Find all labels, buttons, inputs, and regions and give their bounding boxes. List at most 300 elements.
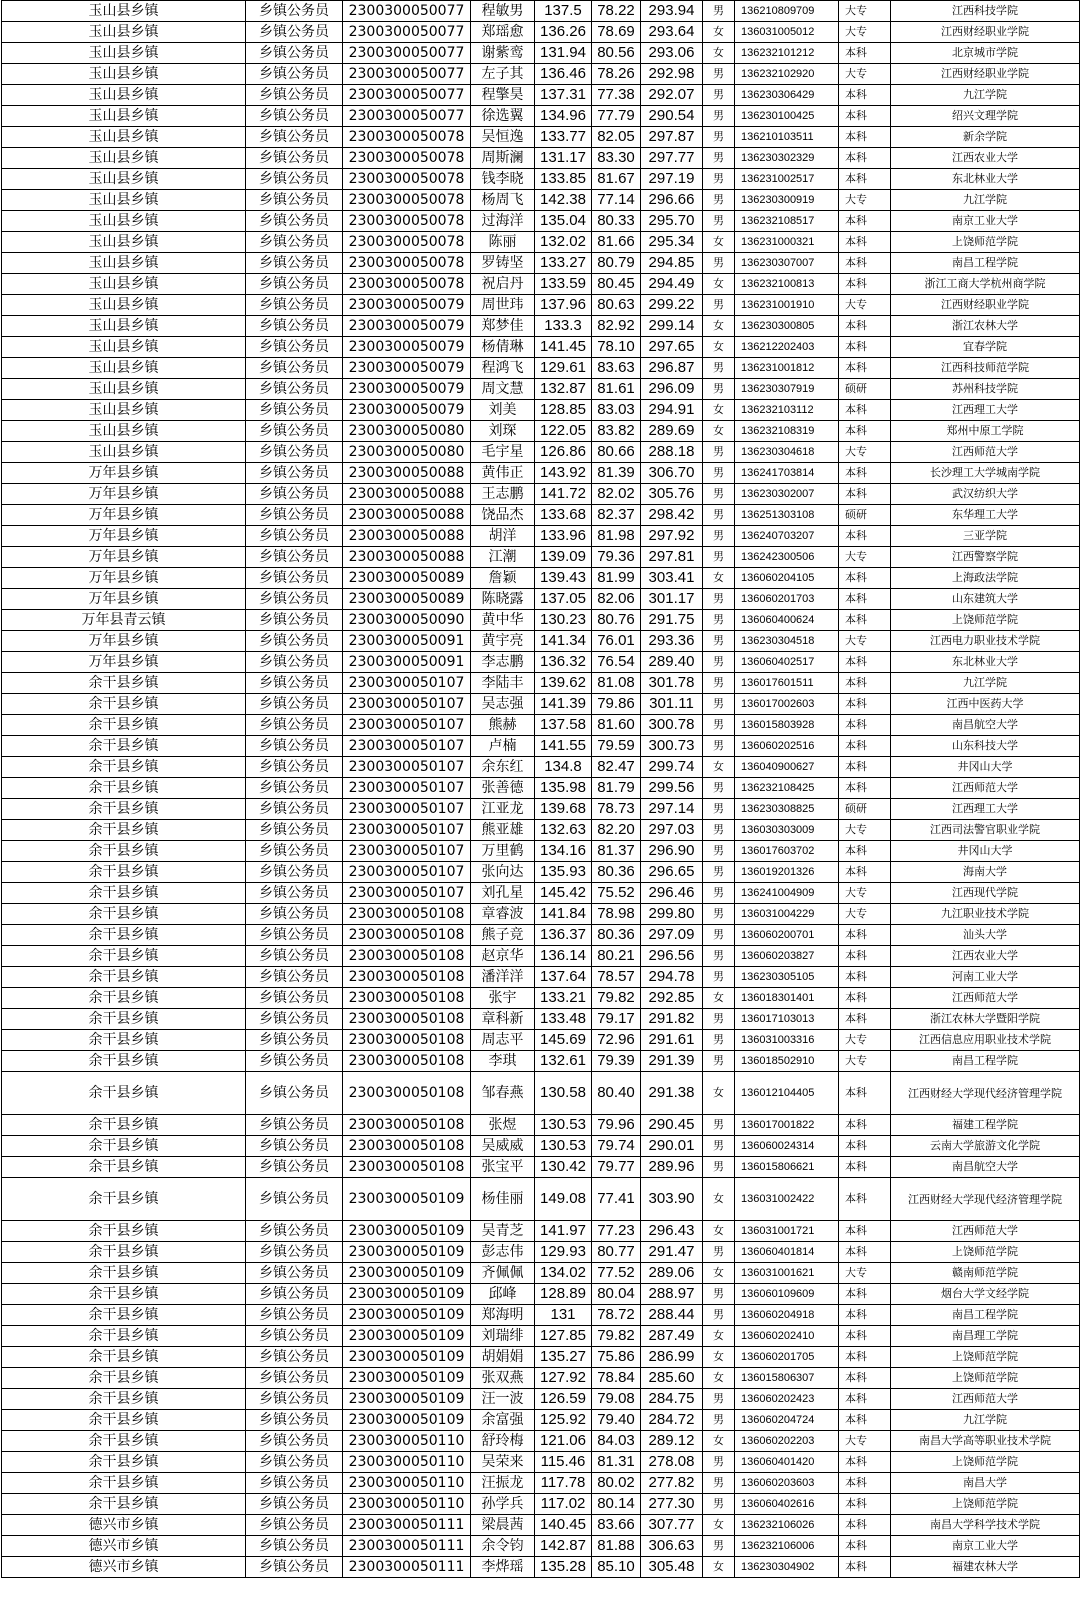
education-cell: 本科 [839, 1178, 891, 1221]
position-cell: 乡镇公务员 [246, 1136, 343, 1157]
total-score-cell: 307.77 [641, 1515, 703, 1536]
written-score-cell: 125.92 [535, 1410, 592, 1431]
exam-id-cell: 136019201326 [735, 862, 839, 883]
name-cell: 周斯澜 [471, 148, 535, 169]
gender-cell: 男 [703, 1, 735, 22]
name-cell: 余富强 [471, 1410, 535, 1431]
position-code-cell: 2300300050079 [343, 337, 471, 358]
gender-cell: 男 [703, 358, 735, 379]
unit-cell: 余干县乡镇 [2, 1009, 246, 1030]
school-cell: 南昌工程学院 [891, 253, 1080, 274]
gender-cell: 男 [703, 610, 735, 631]
name-cell: 谢紫鸾 [471, 43, 535, 64]
position-code-cell: 2300300050108 [343, 1072, 471, 1115]
unit-cell: 万年县乡镇 [2, 589, 246, 610]
unit-cell: 玉山县乡镇 [2, 22, 246, 43]
interview-score-cell: 75.52 [592, 883, 641, 904]
unit-cell: 万年县乡镇 [2, 631, 246, 652]
written-score-cell: 139.43 [535, 568, 592, 589]
gender-cell: 男 [703, 1473, 735, 1494]
position-code-cell: 2300300050109 [343, 1178, 471, 1221]
position-cell: 乡镇公务员 [246, 715, 343, 736]
unit-cell: 余干县乡镇 [2, 862, 246, 883]
table-row [2, 316, 1080, 337]
position-code-cell: 2300300050077 [343, 22, 471, 43]
education-cell: 大专 [839, 820, 891, 841]
unit-cell: 余干县乡镇 [2, 736, 246, 757]
table-row [2, 463, 1080, 484]
position-cell: 乡镇公务员 [246, 358, 343, 379]
gender-cell: 男 [703, 694, 735, 715]
unit-cell: 万年县乡镇 [2, 505, 246, 526]
name-cell: 郑梦佳 [471, 316, 535, 337]
position-cell: 乡镇公务员 [246, 1305, 343, 1326]
total-score-cell: 305.48 [641, 1557, 703, 1578]
results-table [1, 0, 1080, 1578]
interview-score-cell: 81.99 [592, 568, 641, 589]
school-cell: 江西理工大学 [891, 799, 1080, 820]
exam-id-cell: 136030303009 [735, 820, 839, 841]
total-score-cell: 294.85 [641, 253, 703, 274]
total-score-cell: 297.81 [641, 547, 703, 568]
education-cell: 大专 [839, 22, 891, 43]
position-code-cell: 2300300050079 [343, 316, 471, 337]
total-score-cell: 299.22 [641, 295, 703, 316]
school-cell: 东北林业大学 [891, 169, 1080, 190]
position-cell: 乡镇公务员 [246, 1051, 343, 1072]
gender-cell: 男 [703, 106, 735, 127]
interview-score-cell: 79.40 [592, 1410, 641, 1431]
written-score-cell: 141.84 [535, 904, 592, 925]
interview-score-cell: 79.86 [592, 694, 641, 715]
name-cell: 吴恒逸 [471, 127, 535, 148]
written-score-cell: 136.14 [535, 946, 592, 967]
unit-cell: 余干县乡镇 [2, 946, 246, 967]
position-cell: 乡镇公务员 [246, 1494, 343, 1515]
interview-score-cell: 82.02 [592, 484, 641, 505]
total-score-cell: 297.65 [641, 337, 703, 358]
exam-id-cell: 136232102920 [735, 64, 839, 85]
written-score-cell: 149.08 [535, 1178, 592, 1221]
interview-score-cell: 81.60 [592, 715, 641, 736]
position-code-cell: 2300300050111 [343, 1515, 471, 1536]
gender-cell: 男 [703, 967, 735, 988]
position-cell: 乡镇公务员 [246, 652, 343, 673]
education-cell: 本科 [839, 862, 891, 883]
school-cell: 江西电力职业技术学院 [891, 631, 1080, 652]
table-row [2, 925, 1080, 946]
school-cell: 井冈山大学 [891, 757, 1080, 778]
exam-id-cell: 136031001621 [735, 1263, 839, 1284]
exam-id-cell: 136017601511 [735, 673, 839, 694]
education-cell: 本科 [839, 694, 891, 715]
gender-cell: 男 [703, 505, 735, 526]
total-score-cell: 297.92 [641, 526, 703, 547]
total-score-cell: 301.78 [641, 673, 703, 694]
written-score-cell: 128.89 [535, 1284, 592, 1305]
position-code-cell: 2300300050111 [343, 1557, 471, 1578]
position-code-cell: 2300300050109 [343, 1221, 471, 1242]
position-code-cell: 2300300050077 [343, 1, 471, 22]
total-score-cell: 294.49 [641, 274, 703, 295]
education-cell: 本科 [839, 1368, 891, 1389]
position-code-cell: 2300300050107 [343, 862, 471, 883]
written-score-cell: 133.48 [535, 1009, 592, 1030]
unit-cell: 余干县乡镇 [2, 1473, 246, 1494]
table-row [2, 169, 1080, 190]
position-code-cell: 2300300050107 [343, 715, 471, 736]
exam-id-cell: 136012104405 [735, 1072, 839, 1115]
exam-id-cell: 136230300919 [735, 190, 839, 211]
written-score-cell: 134.02 [535, 1263, 592, 1284]
position-code-cell: 2300300050080 [343, 442, 471, 463]
education-cell: 大专 [839, 904, 891, 925]
exam-id-cell: 136230302007 [735, 484, 839, 505]
school-cell: 江西现代学院 [891, 883, 1080, 904]
name-cell: 张向达 [471, 862, 535, 883]
interview-score-cell: 83.03 [592, 400, 641, 421]
table-row [2, 862, 1080, 883]
interview-score-cell: 81.79 [592, 778, 641, 799]
gender-cell: 男 [703, 946, 735, 967]
gender-cell: 女 [703, 988, 735, 1009]
table-row [2, 421, 1080, 442]
education-cell: 本科 [839, 1410, 891, 1431]
school-cell: 九江学院 [891, 190, 1080, 211]
name-cell: 刘孔星 [471, 883, 535, 904]
written-score-cell: 121.06 [535, 1431, 592, 1452]
education-cell: 本科 [839, 85, 891, 106]
name-cell: 邹春燕 [471, 1072, 535, 1115]
table-row [2, 946, 1080, 967]
table-row [2, 484, 1080, 505]
position-code-cell: 2300300050090 [343, 610, 471, 631]
name-cell: 熊子竞 [471, 925, 535, 946]
gender-cell: 女 [703, 1347, 735, 1368]
table-row [2, 232, 1080, 253]
total-score-cell: 294.91 [641, 400, 703, 421]
unit-cell: 玉山县乡镇 [2, 295, 246, 316]
table-row [2, 274, 1080, 295]
written-score-cell: 126.59 [535, 1389, 592, 1410]
total-score-cell: 295.70 [641, 211, 703, 232]
unit-cell: 玉山县乡镇 [2, 253, 246, 274]
exam-id-cell: 136031004229 [735, 904, 839, 925]
written-score-cell: 117.02 [535, 1494, 592, 1515]
unit-cell: 玉山县乡镇 [2, 169, 246, 190]
position-code-cell: 2300300050107 [343, 673, 471, 694]
total-score-cell: 289.12 [641, 1431, 703, 1452]
table-row [2, 1263, 1080, 1284]
position-cell: 乡镇公务员 [246, 1178, 343, 1221]
name-cell: 黄中华 [471, 610, 535, 631]
unit-cell: 余干县乡镇 [2, 820, 246, 841]
table-row [2, 1389, 1080, 1410]
name-cell: 潘洋洋 [471, 967, 535, 988]
education-cell: 大专 [839, 1051, 891, 1072]
gender-cell: 男 [703, 484, 735, 505]
written-score-cell: 130.53 [535, 1136, 592, 1157]
interview-score-cell: 79.36 [592, 547, 641, 568]
gender-cell: 男 [703, 1051, 735, 1072]
gender-cell: 男 [703, 1115, 735, 1136]
total-score-cell: 291.47 [641, 1242, 703, 1263]
name-cell: 陈丽 [471, 232, 535, 253]
name-cell: 江亚龙 [471, 799, 535, 820]
education-cell: 本科 [839, 715, 891, 736]
exam-id-cell: 136241703814 [735, 463, 839, 484]
written-score-cell: 145.42 [535, 883, 592, 904]
position-code-cell: 2300300050078 [343, 169, 471, 190]
written-score-cell: 131.17 [535, 148, 592, 169]
gender-cell: 男 [703, 1242, 735, 1263]
education-cell: 本科 [839, 484, 891, 505]
interview-score-cell: 75.86 [592, 1347, 641, 1368]
education-cell: 本科 [839, 526, 891, 547]
interview-score-cell: 82.47 [592, 757, 641, 778]
exam-id-cell: 136060202516 [735, 736, 839, 757]
name-cell: 舒玲梅 [471, 1431, 535, 1452]
position-cell: 乡镇公务员 [246, 883, 343, 904]
position-cell: 乡镇公务员 [246, 1515, 343, 1536]
position-code-cell: 2300300050108 [343, 904, 471, 925]
position-code-cell: 2300300050107 [343, 841, 471, 862]
position-cell: 乡镇公务员 [246, 106, 343, 127]
table-row [2, 1115, 1080, 1136]
total-score-cell: 291.75 [641, 610, 703, 631]
position-code-cell: 2300300050111 [343, 1536, 471, 1557]
unit-cell: 余干县乡镇 [2, 778, 246, 799]
name-cell: 祝启丹 [471, 274, 535, 295]
unit-cell: 万年县乡镇 [2, 484, 246, 505]
school-cell: 南昌工程学院 [891, 1305, 1080, 1326]
total-score-cell: 292.98 [641, 64, 703, 85]
unit-cell: 玉山县乡镇 [2, 316, 246, 337]
table-row [2, 1009, 1080, 1030]
gender-cell: 女 [703, 1326, 735, 1347]
position-cell: 乡镇公务员 [246, 736, 343, 757]
exam-id-cell: 136230306429 [735, 85, 839, 106]
position-code-cell: 2300300050109 [343, 1242, 471, 1263]
exam-id-cell: 136232108517 [735, 211, 839, 232]
interview-score-cell: 80.45 [592, 274, 641, 295]
exam-id-cell: 136015803928 [735, 715, 839, 736]
unit-cell: 德兴市乡镇 [2, 1536, 246, 1557]
total-score-cell: 300.78 [641, 715, 703, 736]
position-code-cell: 2300300050107 [343, 778, 471, 799]
exam-id-cell: 136060402517 [735, 652, 839, 673]
name-cell: 江潮 [471, 547, 535, 568]
position-cell: 乡镇公务员 [246, 64, 343, 85]
education-cell: 大专 [839, 190, 891, 211]
education-cell: 硕研 [839, 379, 891, 400]
education-cell: 本科 [839, 778, 891, 799]
education-cell: 本科 [839, 967, 891, 988]
gender-cell: 女 [703, 421, 735, 442]
written-score-cell: 126.86 [535, 442, 592, 463]
table-row [2, 1157, 1080, 1178]
unit-cell: 玉山县乡镇 [2, 106, 246, 127]
interview-score-cell: 79.59 [592, 736, 641, 757]
interview-score-cell: 82.05 [592, 127, 641, 148]
total-score-cell: 294.78 [641, 967, 703, 988]
unit-cell: 余干县乡镇 [2, 799, 246, 820]
written-score-cell: 132.63 [535, 820, 592, 841]
exam-id-cell: 136231002517 [735, 169, 839, 190]
position-cell: 乡镇公务员 [246, 526, 343, 547]
school-cell: 北京城市学院 [891, 43, 1080, 64]
exam-id-cell: 136060202203 [735, 1431, 839, 1452]
position-cell: 乡镇公务员 [246, 211, 343, 232]
school-cell: 江西财经大学现代经济管理学院 [891, 1072, 1080, 1115]
gender-cell: 女 [703, 400, 735, 421]
table-row [2, 1178, 1080, 1221]
table-row [2, 379, 1080, 400]
education-cell: 本科 [839, 1452, 891, 1473]
total-score-cell: 303.41 [641, 568, 703, 589]
position-code-cell: 2300300050109 [343, 1410, 471, 1431]
school-cell: 江西警察学院 [891, 547, 1080, 568]
education-cell: 本科 [839, 358, 891, 379]
education-cell: 本科 [839, 1221, 891, 1242]
education-cell: 本科 [839, 127, 891, 148]
school-cell: 江西师范大学 [891, 442, 1080, 463]
name-cell: 刘琛 [471, 421, 535, 442]
gender-cell: 男 [703, 379, 735, 400]
position-cell: 乡镇公务员 [246, 85, 343, 106]
interview-score-cell: 81.08 [592, 673, 641, 694]
total-score-cell: 296.09 [641, 379, 703, 400]
education-cell: 本科 [839, 169, 891, 190]
school-cell: 上海政法学院 [891, 568, 1080, 589]
position-cell: 乡镇公务员 [246, 1326, 343, 1347]
unit-cell: 余干县乡镇 [2, 757, 246, 778]
gender-cell: 男 [703, 673, 735, 694]
school-cell: 东华理工大学 [891, 505, 1080, 526]
table-row [2, 1431, 1080, 1452]
total-score-cell: 297.87 [641, 127, 703, 148]
position-cell: 乡镇公务员 [246, 379, 343, 400]
position-cell: 乡镇公务员 [246, 316, 343, 337]
interview-score-cell: 77.79 [592, 106, 641, 127]
table-row [2, 1242, 1080, 1263]
interview-score-cell: 80.79 [592, 253, 641, 274]
school-cell: 江西农业大学 [891, 946, 1080, 967]
exam-id-cell: 136060109609 [735, 1284, 839, 1305]
name-cell: 黄宇亮 [471, 631, 535, 652]
name-cell: 邱峰 [471, 1284, 535, 1305]
gender-cell: 男 [703, 589, 735, 610]
school-cell: 九江学院 [891, 1410, 1080, 1431]
gender-cell: 男 [703, 883, 735, 904]
gender-cell: 男 [703, 211, 735, 232]
table-row [2, 1515, 1080, 1536]
unit-cell: 万年县乡镇 [2, 526, 246, 547]
education-cell: 本科 [839, 1242, 891, 1263]
position-code-cell: 2300300050108 [343, 1009, 471, 1030]
unit-cell: 玉山县乡镇 [2, 43, 246, 64]
name-cell: 章睿波 [471, 904, 535, 925]
school-cell: 浙江工商大学杭州商学院 [891, 274, 1080, 295]
total-score-cell: 300.73 [641, 736, 703, 757]
unit-cell: 玉山县乡镇 [2, 190, 246, 211]
interview-score-cell: 72.96 [592, 1030, 641, 1051]
unit-cell: 德兴市乡镇 [2, 1515, 246, 1536]
education-cell: 本科 [839, 253, 891, 274]
education-cell: 本科 [839, 1284, 891, 1305]
unit-cell: 玉山县乡镇 [2, 148, 246, 169]
position-cell: 乡镇公务员 [246, 1115, 343, 1136]
gender-cell: 男 [703, 1284, 735, 1305]
gender-cell: 男 [703, 799, 735, 820]
position-code-cell: 2300300050077 [343, 43, 471, 64]
total-score-cell: 290.45 [641, 1115, 703, 1136]
exam-id-cell: 136232103112 [735, 400, 839, 421]
name-cell: 胡娟娟 [471, 1347, 535, 1368]
total-score-cell: 277.82 [641, 1473, 703, 1494]
position-cell: 乡镇公务员 [246, 1410, 343, 1431]
exam-id-cell: 136212202403 [735, 337, 839, 358]
school-cell: 江西师范大学 [891, 988, 1080, 1009]
exam-id-cell: 136060024314 [735, 1136, 839, 1157]
interview-score-cell: 78.26 [592, 64, 641, 85]
table-row [2, 1557, 1080, 1578]
school-cell: 上饶师范学院 [891, 1347, 1080, 1368]
unit-cell: 玉山县乡镇 [2, 400, 246, 421]
unit-cell: 余干县乡镇 [2, 904, 246, 925]
total-score-cell: 288.44 [641, 1305, 703, 1326]
written-score-cell: 135.93 [535, 862, 592, 883]
unit-cell: 余干县乡镇 [2, 715, 246, 736]
school-cell: 烟台大学文经学院 [891, 1284, 1080, 1305]
written-score-cell: 139.68 [535, 799, 592, 820]
position-cell: 乡镇公务员 [246, 820, 343, 841]
position-code-cell: 2300300050108 [343, 1051, 471, 1072]
name-cell: 吴志强 [471, 694, 535, 715]
gender-cell: 男 [703, 1136, 735, 1157]
written-score-cell: 133.21 [535, 988, 592, 1009]
position-cell: 乡镇公务员 [246, 1009, 343, 1030]
name-cell: 李陆丰 [471, 673, 535, 694]
interview-score-cell: 82.92 [592, 316, 641, 337]
school-cell: 江西中医药大学 [891, 694, 1080, 715]
gender-cell: 男 [703, 1305, 735, 1326]
exam-id-cell: 136060203603 [735, 1473, 839, 1494]
interview-score-cell: 83.30 [592, 148, 641, 169]
name-cell: 张煜 [471, 1115, 535, 1136]
unit-cell: 万年县乡镇 [2, 463, 246, 484]
total-score-cell: 296.90 [641, 841, 703, 862]
school-cell: 福建工程学院 [891, 1115, 1080, 1136]
position-cell: 乡镇公务员 [246, 1536, 343, 1557]
position-cell: 乡镇公务员 [246, 799, 343, 820]
unit-cell: 德兴市乡镇 [2, 1557, 246, 1578]
name-cell: 梁晨茜 [471, 1515, 535, 1536]
education-cell: 本科 [839, 652, 891, 673]
position-code-cell: 2300300050079 [343, 400, 471, 421]
written-score-cell: 130.42 [535, 1157, 592, 1178]
table-row [2, 1536, 1080, 1557]
exam-id-cell: 136232108425 [735, 778, 839, 799]
school-cell: 江西师范大学 [891, 1221, 1080, 1242]
exam-id-cell: 136231000321 [735, 232, 839, 253]
exam-id-cell: 136060201703 [735, 589, 839, 610]
gender-cell: 女 [703, 1221, 735, 1242]
written-score-cell: 131.94 [535, 43, 592, 64]
position-cell: 乡镇公务员 [246, 127, 343, 148]
position-code-cell: 2300300050107 [343, 757, 471, 778]
education-cell: 本科 [839, 1389, 891, 1410]
